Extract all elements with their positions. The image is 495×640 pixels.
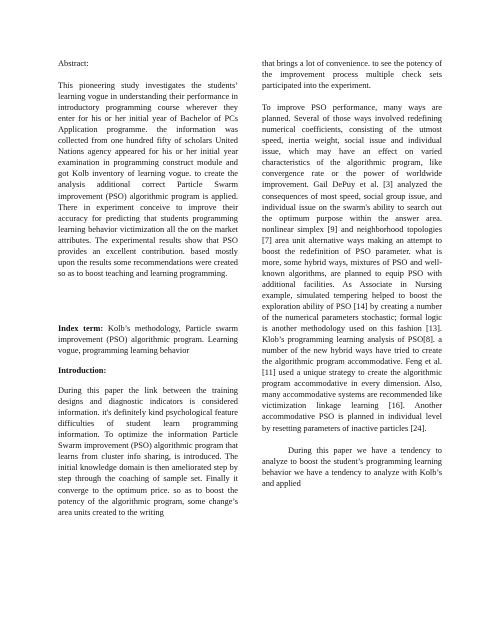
right-paragraph-3: During this paper we have a tendency to analyze to boost the student’s programming learning behavior we have a tendency to analyze with Kolb’s and applied [262,445,442,488]
index-terms-text: Kolb’s methodology, Particle swarm improvement (PSO) algorithmic program. Learning vogue, programming learning behavior [58,323,239,355]
abstract-text: This pioneering study investigates the students’ learning vogue in understanding their performance in introductory programming course wherever they enter for his or her initial year of Bachelor of PCs Application programme. the information was collected from one hundred fifty of scholars United Nations agency appeared for his or her initial year examination in programming construct module and got Kolb inventory of learning vogue. to create the analysis additional correct Particle Swarm improvement (PSO) algorithmic program is applied. There in experiment conceive to improve their accuracy for predicting that students programming learning behavior victimization all the on the market attributes. The experimental results show that PSO provides an excellent contribution. based mostly upon the results some recommendations were created so as to boost teaching and learning programming. [58,81,238,278]
right-column [262,58,442,489]
abstract-heading: Abstract: [58,59,89,68]
right-paragraph-1: that brings a lot of convenience. to see the potency of the improvement process multiple check sets participated into the experiment. [262,59,442,91]
right-paragraph-2: To improve PSO performance, many ways are planned. Several of those ways involved redefining numerical coefficients, consisting of the utmost speed, inertia weight, social issue and individual issue, which may have an effect on varied characteristics of the algorithmic program, like convergence rate or the power of worldwide improvement. Gail DePuy et al. [3] analyzed the consequences of most speed, social group issue, and individual issue on the swarm's ability to search out the optimum purpose within the answer area. nonlinear simplex [9] and neighborhood topologies [7] area unit alternative ways making an attempt to boost the redefinition of PSO parameter. what is more, some hybrid ways, mixtures of PSO and well-known algorithms, are planned to equip PSO with additional facilities. As Associate in Nursing example, simulated tempering helped to boost the exploration ability of PSO [14] by creating a number of the numerical parameters stochastic; formal logic is another methodology used on this fashion [13]. Klob’s programming learning analysis of PSO[8]. a number of the new hybrid ways have tried to create the algorithmic program accommodative. Feng et al. [11] used a unique strategy to create the algorithmic program accommodative in every dimension. Also, many accommodative systems are recommended like victimization linkage learning [16]. Another accommodative PSO is planned in individual level by resetting parameters of inactive particles [24]. [262,103,442,433]
introduction-heading: Introduction: [58,366,107,376]
index-terms [58,323,238,356]
index-terms-label: Index term: [58,323,104,333]
introduction-text: During this paper the link between the training designs and diagnostic indicators is considered information. it's definitely kind psychological feature difficulties of student learn programming information. To optimize the information Particle Swarm improvement (PSO) algorithmic program that learns from cluster info sharing, is introduced. The initial knowledge domain is then ameliorated step by step through the coaching of sample set. Finally it converge to the optimum price. so as to boost the potency of the algorithmic program, some change’s area units created to the writing [58,386,238,517]
left-column [58,58,238,518]
